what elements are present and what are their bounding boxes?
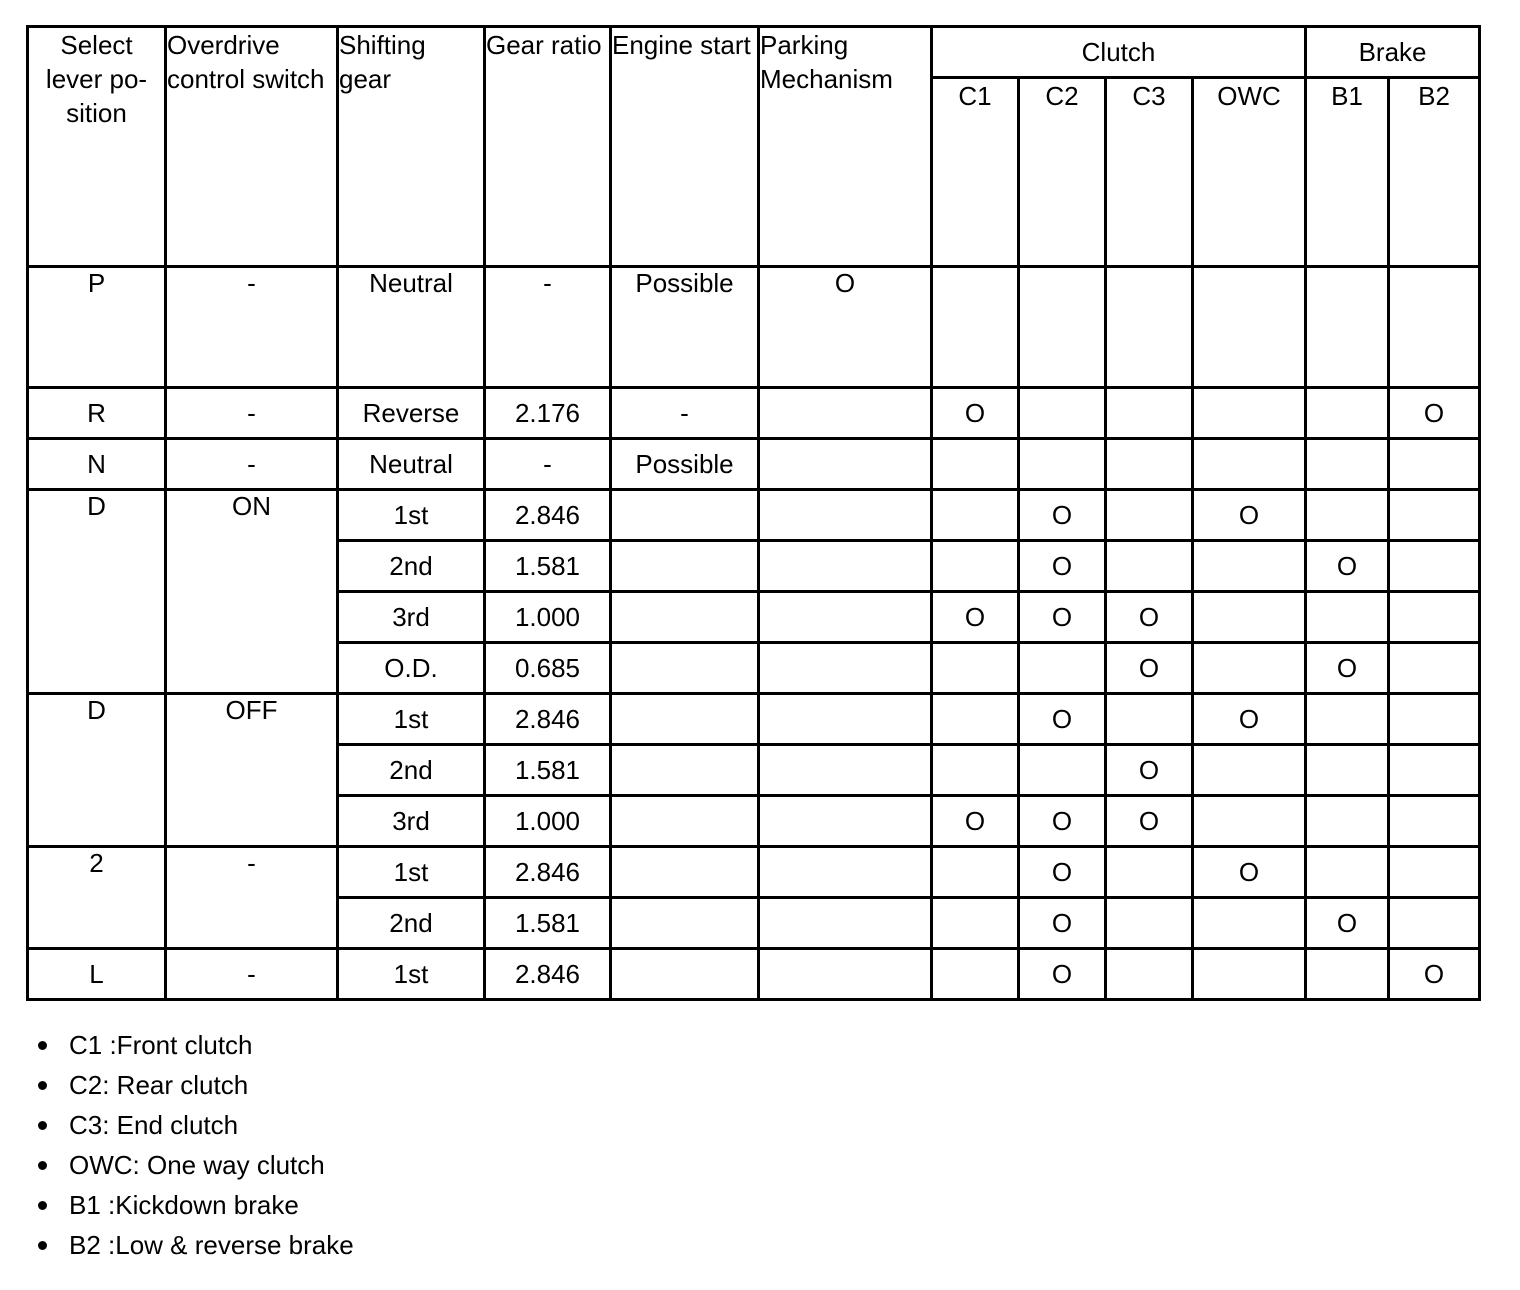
cell-gear: 3rd — [338, 796, 485, 847]
cell-overdrive: ON — [166, 490, 338, 694]
legend-text: OWC: One way clutch — [69, 1150, 325, 1180]
cell-owc — [1193, 643, 1306, 694]
cell-b2 — [1389, 267, 1480, 388]
cell-lever: D — [28, 694, 166, 847]
legend-text: B2 :Low & reverse brake — [69, 1230, 354, 1260]
cell-b2 — [1389, 490, 1480, 541]
cell-owc: O — [1193, 694, 1306, 745]
cell-c3 — [1106, 898, 1193, 949]
cell-c2 — [1019, 643, 1106, 694]
cell-b2: O — [1389, 949, 1480, 1000]
cell-ratio: 1.000 — [485, 592, 611, 643]
cell-c1: O — [932, 796, 1019, 847]
cell-lever: D — [28, 490, 166, 694]
cell-parking — [759, 847, 932, 898]
cell-overdrive: - — [166, 388, 338, 439]
header-c2: C2 — [1019, 78, 1106, 267]
legend-item — [38, 1025, 354, 1065]
cell-ratio: - — [485, 439, 611, 490]
cell-c3 — [1106, 847, 1193, 898]
cell-c3: O — [1106, 592, 1193, 643]
cell-c2: O — [1019, 490, 1106, 541]
cell-c2: O — [1019, 847, 1106, 898]
cell-ratio: 2.846 — [485, 694, 611, 745]
cell-lever: P — [28, 267, 166, 388]
cell-c2: O — [1019, 949, 1106, 1000]
cell-b1: O — [1306, 643, 1389, 694]
cell-gear: 1st — [338, 694, 485, 745]
cell-c2 — [1019, 388, 1106, 439]
header-shifting-gear: Shifting gear — [338, 27, 485, 267]
cell-b1: O — [1306, 898, 1389, 949]
cell-parking — [759, 439, 932, 490]
cell-gear: Neutral — [338, 267, 485, 388]
cell-c1 — [932, 898, 1019, 949]
cell-c2: O — [1019, 796, 1106, 847]
cell-parking — [759, 949, 932, 1000]
cell-b1 — [1306, 694, 1389, 745]
header-c1: C1 — [932, 78, 1019, 267]
cell-overdrive: - — [166, 949, 338, 1000]
header-gear-ratio: Gear ratio — [485, 27, 611, 267]
table-row — [28, 694, 1480, 745]
cell-lever: 2 — [28, 847, 166, 949]
cell-overdrive: - — [166, 847, 338, 949]
cell-b1 — [1306, 490, 1389, 541]
cell-c3: O — [1106, 745, 1193, 796]
cell-c1 — [932, 745, 1019, 796]
cell-parking — [759, 592, 932, 643]
cell-b2: O — [1389, 388, 1480, 439]
cell-gear: Neutral — [338, 439, 485, 490]
cell-b2 — [1389, 898, 1480, 949]
table-row — [28, 949, 1480, 1000]
bullet-icon — [38, 1201, 47, 1210]
cell-ratio: 2.846 — [485, 949, 611, 1000]
cell-b2 — [1389, 592, 1480, 643]
cell-ratio: 1.581 — [485, 898, 611, 949]
cell-c1 — [932, 267, 1019, 388]
cell-gear: 1st — [338, 490, 485, 541]
bullet-icon — [38, 1121, 47, 1130]
cell-engine-start: Possible — [611, 439, 759, 490]
cell-owc: O — [1193, 847, 1306, 898]
cell-ratio: - — [485, 267, 611, 388]
legend-item — [38, 1105, 354, 1145]
cell-ratio: 2.846 — [485, 847, 611, 898]
cell-c1: O — [932, 388, 1019, 439]
cell-ratio: 2.176 — [485, 388, 611, 439]
cell-gear: Reverse — [338, 388, 485, 439]
cell-lever: L — [28, 949, 166, 1000]
header-engine-start: Engine start — [611, 27, 759, 267]
table-row — [28, 847, 1480, 898]
header-select-lever: Select lever po-sition — [28, 27, 166, 267]
header-b1: B1 — [1306, 78, 1389, 267]
cell-c2 — [1019, 267, 1106, 388]
cell-gear: 2nd — [338, 541, 485, 592]
legend-item — [38, 1145, 354, 1185]
cell-parking — [759, 541, 932, 592]
cell-parking — [759, 388, 932, 439]
cell-owc — [1193, 898, 1306, 949]
cell-engine-start — [611, 490, 759, 541]
cell-c3 — [1106, 541, 1193, 592]
cell-c1 — [932, 439, 1019, 490]
cell-gear: 2nd — [338, 898, 485, 949]
cell-c3 — [1106, 694, 1193, 745]
cell-c2 — [1019, 439, 1106, 490]
legend-list — [38, 1025, 354, 1265]
cell-owc — [1193, 388, 1306, 439]
bullet-icon — [38, 1041, 47, 1050]
cell-b1 — [1306, 388, 1389, 439]
cell-c1 — [932, 490, 1019, 541]
cell-engine-start — [611, 592, 759, 643]
cell-engine-start: Possible — [611, 267, 759, 388]
cell-ratio: 0.685 — [485, 643, 611, 694]
cell-gear: 3rd — [338, 592, 485, 643]
cell-lever: R — [28, 388, 166, 439]
cell-b1 — [1306, 745, 1389, 796]
cell-owc — [1193, 745, 1306, 796]
cell-c1 — [932, 847, 1019, 898]
cell-c3 — [1106, 439, 1193, 490]
cell-b2 — [1389, 439, 1480, 490]
header-clutch-group: Clutch — [932, 27, 1306, 78]
cell-c2: O — [1019, 694, 1106, 745]
bullet-icon — [38, 1081, 47, 1090]
cell-engine-start — [611, 745, 759, 796]
cell-c3 — [1106, 267, 1193, 388]
cell-engine-start — [611, 694, 759, 745]
cell-overdrive: OFF — [166, 694, 338, 847]
cell-parking — [759, 490, 932, 541]
legend-item — [38, 1065, 354, 1105]
cell-owc — [1193, 267, 1306, 388]
table-row — [28, 388, 1480, 439]
cell-c1 — [932, 694, 1019, 745]
legend-text: C2: Rear clutch — [69, 1070, 249, 1100]
legend-text: C1 :Front clutch — [69, 1030, 253, 1060]
cell-b2 — [1389, 796, 1480, 847]
cell-parking — [759, 694, 932, 745]
cell-c3: O — [1106, 796, 1193, 847]
cell-gear: O.D. — [338, 643, 485, 694]
cell-b2 — [1389, 745, 1480, 796]
cell-c2 — [1019, 745, 1106, 796]
operation-table — [26, 25, 1481, 1001]
cell-ratio: 1.581 — [485, 745, 611, 796]
cell-engine-start: - — [611, 388, 759, 439]
cell-owc: O — [1193, 490, 1306, 541]
cell-gear: 1st — [338, 847, 485, 898]
cell-ratio: 1.000 — [485, 796, 611, 847]
cell-b1 — [1306, 267, 1389, 388]
cell-c2: O — [1019, 541, 1106, 592]
cell-owc — [1193, 949, 1306, 1000]
cell-ratio: 1.581 — [485, 541, 611, 592]
cell-b1 — [1306, 592, 1389, 643]
legend-text: C3: End clutch — [69, 1110, 239, 1140]
cell-parking — [759, 898, 932, 949]
cell-c3 — [1106, 388, 1193, 439]
cell-c2: O — [1019, 592, 1106, 643]
cell-engine-start — [611, 643, 759, 694]
cell-b2 — [1389, 694, 1480, 745]
cell-c3: O — [1106, 643, 1193, 694]
cell-owc — [1193, 541, 1306, 592]
cell-b1 — [1306, 847, 1389, 898]
cell-owc — [1193, 439, 1306, 490]
cell-c1 — [932, 949, 1019, 1000]
cell-owc — [1193, 592, 1306, 643]
cell-engine-start — [611, 949, 759, 1000]
bullet-icon — [38, 1161, 47, 1170]
cell-b1 — [1306, 949, 1389, 1000]
cell-ratio: 2.846 — [485, 490, 611, 541]
cell-c1 — [932, 541, 1019, 592]
cell-b1: O — [1306, 541, 1389, 592]
legend-item — [38, 1185, 354, 1225]
cell-c2: O — [1019, 898, 1106, 949]
bullet-icon — [38, 1241, 47, 1250]
cell-b1 — [1306, 439, 1389, 490]
cell-c1: O — [932, 592, 1019, 643]
cell-parking: O — [759, 267, 932, 388]
header-overdrive-switch: Overdrive control switch — [166, 27, 338, 267]
cell-b2 — [1389, 847, 1480, 898]
cell-owc — [1193, 796, 1306, 847]
cell-c1 — [932, 643, 1019, 694]
cell-lever: N — [28, 439, 166, 490]
header-owc: OWC — [1193, 78, 1306, 267]
cell-b1 — [1306, 796, 1389, 847]
cell-engine-start — [611, 796, 759, 847]
header-brake-group: Brake — [1306, 27, 1480, 78]
legend-item — [38, 1225, 354, 1265]
cell-c3 — [1106, 949, 1193, 1000]
header-b2: B2 — [1389, 78, 1480, 267]
cell-parking — [759, 745, 932, 796]
cell-engine-start — [611, 898, 759, 949]
header-c3: C3 — [1106, 78, 1193, 267]
cell-b2 — [1389, 643, 1480, 694]
header-parking-mechanism: Parking Mechanism — [759, 27, 932, 267]
cell-overdrive: - — [166, 439, 338, 490]
cell-parking — [759, 796, 932, 847]
cell-gear: 2nd — [338, 745, 485, 796]
legend-text: B1 :Kickdown brake — [69, 1190, 299, 1220]
table-row — [28, 267, 1480, 388]
table-row — [28, 439, 1480, 490]
table-row — [28, 490, 1480, 541]
cell-engine-start — [611, 541, 759, 592]
cell-parking — [759, 643, 932, 694]
cell-engine-start — [611, 847, 759, 898]
cell-b2 — [1389, 541, 1480, 592]
cell-gear: 1st — [338, 949, 485, 1000]
cell-c3 — [1106, 490, 1193, 541]
cell-overdrive: - — [166, 267, 338, 388]
